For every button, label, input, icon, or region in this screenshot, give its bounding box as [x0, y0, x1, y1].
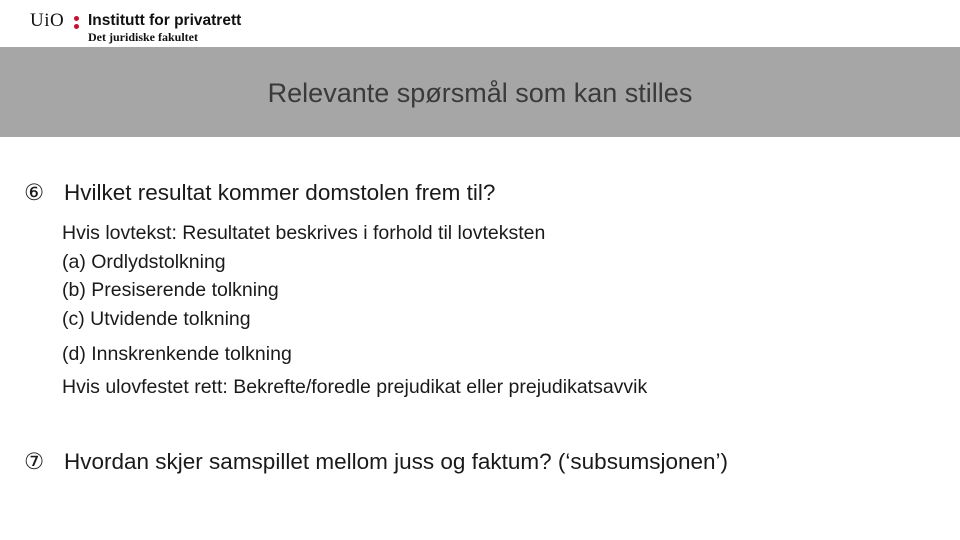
detail-line: Hvis lovtekst: Resultatet beskrives i forhold til lovteksten [62, 222, 546, 244]
faculty-name: Det juridiske fakultet [88, 30, 198, 44]
detail-line: (b) Presiserende tolkning [62, 279, 279, 301]
header [0, 0, 960, 47]
question-text: Hvordan skjer samspillet mellom juss og faktum? (‘subsumsjonen’) [64, 449, 728, 474]
question-number: ⑥ [24, 180, 45, 205]
question-7 [24, 449, 728, 475]
institute-name: Institutt for privatrett [88, 12, 242, 29]
question-text: Hvilket resultat kommer domstolen frem til? [64, 180, 496, 205]
detail-line: (c) Utvidende tolkning [62, 308, 251, 330]
detail-line: Hvis ulovfestet rett: Bekrefte/foredle prejudikat eller prejudikatsavvik [62, 376, 648, 398]
slide-title: Relevante spørsmål som kan stilles [267, 78, 693, 108]
uio-logo: UiO [30, 10, 65, 31]
detail-line: (a) Ordlydstolkning [62, 251, 226, 273]
uio-logo-dots-icon [74, 16, 80, 32]
detail-line: (d) Innskrenkende tolkning [62, 343, 292, 365]
question-number: ⑦ [24, 449, 45, 474]
question-6 [24, 180, 495, 206]
